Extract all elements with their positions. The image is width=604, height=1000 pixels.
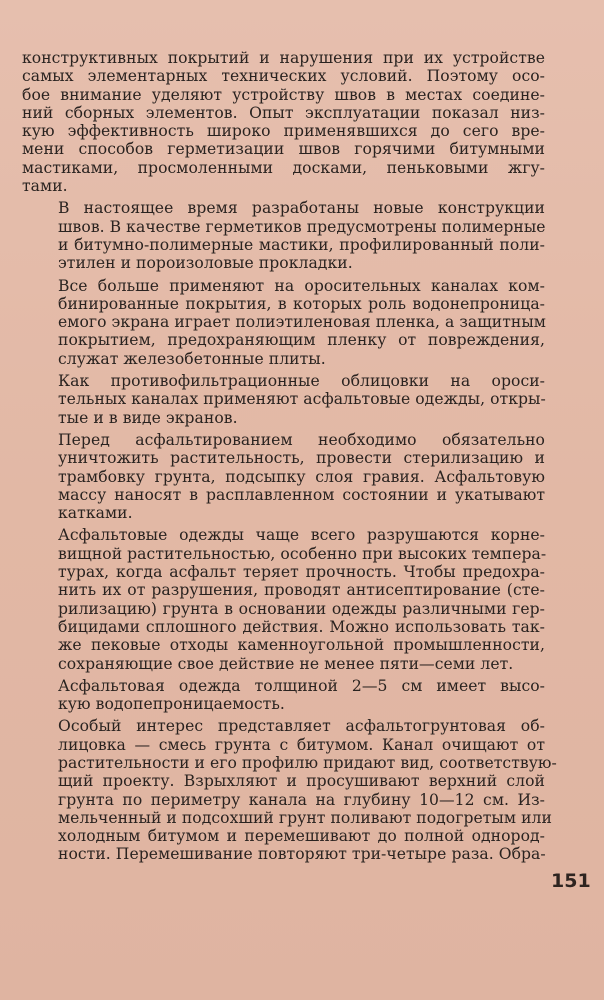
body-text <box>22 49 557 868</box>
text-line: растительности и его профилю придают вид, соответствую- <box>58 753 557 772</box>
text-line: грунта по периметру канала на глубину 10—12 см. Из- <box>58 790 545 809</box>
text-line: же пековые отходы каменноугольной промышленности, <box>58 636 545 655</box>
text-line: емого экрана играет полиэтиленовая пленка, а защитным <box>58 313 546 332</box>
text-line: щий проекту. Взрыхляют и просушивают верхний слой <box>58 772 545 791</box>
text-line: кую водопепроницаемость. <box>58 695 285 714</box>
text-line: трамбовку грунта, подсыпку слоя гравия. Асфальтовую <box>58 467 545 486</box>
text-line: Асфальтовая одежда толщиной 2—5 см имеет высо- <box>58 676 545 695</box>
text-line: кую эффективность широко применявшихся до сего вре- <box>22 122 545 141</box>
text-line: швов. В качестве герметиков предусмотрены полимерные <box>58 217 546 236</box>
text-line: самых элементарных технических условий. Поэтому осо- <box>22 67 545 86</box>
paragraph <box>22 677 545 714</box>
paragraph <box>22 717 557 864</box>
text-line: Как противофильтрационные облицовки на ороси- <box>58 372 545 391</box>
paragraph <box>22 49 545 195</box>
text-line: ний сборных элементов. Опыт эксплуатации показал низ- <box>22 103 545 122</box>
text-line: сохраняющие свое действие не менее пяти—семи лет. <box>58 654 514 673</box>
text-line: рилизацию) грунта в основании одежды различными гер- <box>58 599 545 618</box>
paragraph <box>22 277 545 368</box>
text-line: мастиками, просмоленными досками, пеньковыми жгу- <box>22 158 545 177</box>
text-line: В настоящее время разработаны новые конструкции <box>58 199 545 218</box>
text-line: холодным битумом и перемешивают до полной однород- <box>58 827 545 846</box>
text-line: тельных каналах применяют асфальтовые одежды, откры- <box>58 390 546 409</box>
text-line: лицовка — смесь грунта с битумом. Канал очищают от <box>58 735 545 754</box>
paragraph <box>22 199 545 272</box>
text-line: бицидами сплошного действия. Можно использовать так- <box>58 617 545 636</box>
text-line: Все больше применяют на оросительных каналах ком- <box>58 276 545 295</box>
text-line: Перед асфальтированием необходимо обязательно <box>58 430 545 449</box>
text-line: тые и в виде экранов. <box>58 408 238 427</box>
page-number: 151 <box>551 870 591 892</box>
text-line: ности. Перемешивание повторяют три-четыре раза. Обра- <box>58 845 546 864</box>
text-line: конструктивных покрытий и нарушения при их устройстве <box>22 49 545 67</box>
text-line: этилен и пороизоловые прокладки. <box>58 254 353 273</box>
paragraph <box>22 372 545 427</box>
text-line: и битумно-полимерные мастики, профилированный поли- <box>58 235 545 254</box>
text-line: бое внимание уделяют устройству швов в местах соедине- <box>22 85 545 104</box>
text-line: мени способов герметизации швов горячими битумными <box>22 140 545 159</box>
text-line: массу наносят в расплавленном состоянии и укатывают <box>58 485 545 504</box>
text-line: тами. <box>22 177 68 196</box>
text-line: служат железобетонные плиты. <box>58 349 326 368</box>
text-line: Особый интерес представляет асфальтогрунтовая об- <box>58 717 545 736</box>
text-line: катками. <box>58 504 133 523</box>
text-line: уничтожить растительность, провести стерилизацию и <box>58 449 545 468</box>
text-line: Асфальтовые одежды чаще всего разрушаются корне- <box>58 526 545 545</box>
text-line: мельченный и подсохший грунт поливают подогретым или <box>58 808 552 827</box>
paragraph <box>22 526 545 672</box>
text-line: бинированные покрытия, в которых роль водонепроница- <box>58 294 545 313</box>
paragraph <box>22 431 545 522</box>
text-line: нить их от разрушения, проводят антисептирование (сте- <box>58 581 545 600</box>
text-line: покрытием, предохраняющим пленку от повреждения, <box>58 331 545 350</box>
text-line: вищной растительностью, особенно при высоких темпера- <box>58 544 547 563</box>
text-line: турах, когда асфальт теряет прочность. Чтобы предохра- <box>58 563 545 582</box>
